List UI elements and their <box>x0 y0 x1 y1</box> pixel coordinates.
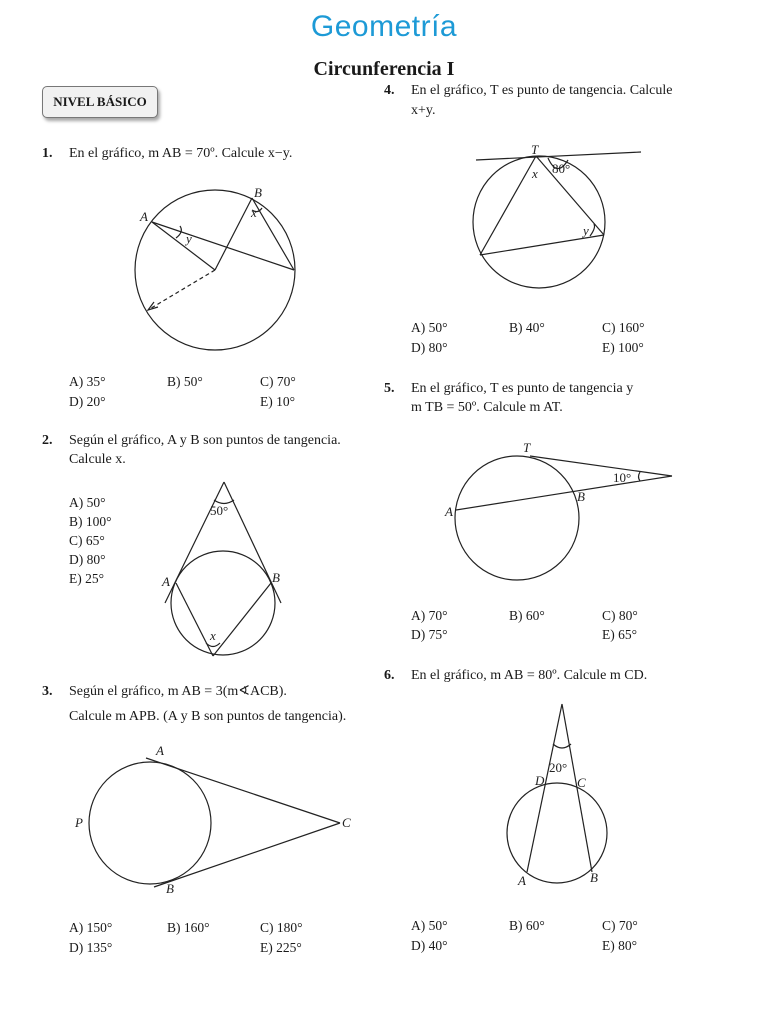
problem-2-option-c: C) 65° <box>69 533 105 548</box>
figure-3-circle <box>89 762 211 884</box>
problem-1-number: 1. <box>42 146 53 161</box>
problem-5-text-line2: m TB = 50º. Calcule m AT. <box>411 400 563 415</box>
brand-title: Geometría <box>310 10 458 43</box>
problem-3-option-c: C) 180° <box>260 920 303 935</box>
problem-3-number: 3. <box>42 684 53 699</box>
figure-3-label-c: C <box>342 815 351 830</box>
level-badge: NIVEL BÁSICO <box>42 86 158 118</box>
figure-5 <box>455 456 672 580</box>
figure-4-label-x: x <box>532 166 538 181</box>
figure-3 <box>89 758 340 887</box>
figure-5-label-a: A <box>445 504 453 519</box>
problem-1-option-b: B) 50° <box>167 374 203 389</box>
problem-1-text: En el gráfico, m AB = 70º. Calcule x−y. <box>69 146 293 161</box>
problem-5-number: 5. <box>384 381 395 396</box>
figure-6-label-c: C <box>577 775 586 790</box>
problem-2-option-d: D) 80° <box>69 552 106 567</box>
problem-6-option-c: C) 70° <box>602 918 638 933</box>
figure-3-label-a: A <box>156 743 164 758</box>
problem-6-option-e: E) 80° <box>602 938 638 953</box>
problem-2-text: Según el gráfico, A y B son puntos de tangencia. <box>69 433 341 448</box>
problem-1-option-c: C) 70° <box>260 374 296 389</box>
figure-6-circle <box>507 783 607 883</box>
figure-2-label-x: x <box>210 628 216 643</box>
problem-1-option-a: A) 35° <box>69 374 106 389</box>
page-title: Circunferencia I <box>313 58 455 80</box>
figure-1-label-b: B <box>254 185 262 200</box>
figure-3-label-b: B <box>166 881 174 896</box>
problem-6-option-b: B) 60° <box>509 918 545 933</box>
problem-5-option-c: C) 80° <box>602 608 638 623</box>
problem-3-option-d: D) 135° <box>69 940 113 955</box>
problem-3-option-e: E) 225° <box>260 940 302 955</box>
figure-4-circle <box>473 156 605 288</box>
figure-5-circle <box>455 456 579 580</box>
problem-4-text-line2: x+y. <box>411 103 436 118</box>
problem-2-option-a: A) 50° <box>69 495 106 510</box>
figure-4-label-t: T <box>531 142 539 157</box>
figure-1-label-a: A <box>140 209 148 224</box>
problem-6-option-d: D) 40° <box>411 938 448 953</box>
problem-4-option-b: B) 40° <box>509 320 545 335</box>
figure-5-label-angle: 10° <box>613 470 632 485</box>
problem-2-option-b: B) 100° <box>69 514 112 529</box>
figure-1-label-x: x <box>251 205 257 220</box>
problem-6-number: 6. <box>384 668 395 683</box>
figure-6 <box>507 704 607 883</box>
figure-5-label-b: B <box>577 489 585 504</box>
problem-3-option-a: A) 150° <box>69 920 113 935</box>
figure-4-label-angle: 80° <box>552 161 571 176</box>
figure-3-label-p: P <box>75 815 83 830</box>
problem-5-option-e: E) 65° <box>602 627 638 642</box>
figure-2-label-a: A <box>162 574 170 589</box>
problem-3-option-b: B) 160° <box>167 920 210 935</box>
figure-6-label-a: A <box>518 873 526 888</box>
problem-6-text: En el gráfico, m AB = 80º. Calcule m CD. <box>411 668 648 683</box>
problem-2-option-e: E) 25° <box>69 571 105 586</box>
figure-1-label-y: y <box>186 231 192 246</box>
figure-6-labels <box>517 760 598 888</box>
figure-2-labels <box>161 503 280 643</box>
problem-5-option-b: B) 60° <box>509 608 545 623</box>
problem-4-option-a: A) 50° <box>411 320 448 335</box>
figure-4-label-y: y <box>583 223 589 238</box>
figure-6-label-d: D <box>535 773 545 788</box>
problem-2-text-line2: Calcule x. <box>69 452 126 467</box>
problem-5-text: En el gráfico, T es punto de tangencia y <box>411 381 634 396</box>
problem-4-option-d: D) 80° <box>411 340 448 355</box>
problem-4-text: En el gráfico, T es punto de tangencia. Calcule <box>411 83 673 98</box>
figure-2-label-angle: 50° <box>210 503 229 518</box>
problem-4-option-c: C) 160° <box>602 320 645 335</box>
problem-1-option-d: D) 20° <box>69 394 106 409</box>
problem-5-option-a: A) 70° <box>411 608 448 623</box>
figure-2-label-b: B <box>272 570 280 585</box>
problem-4-number: 4. <box>384 83 395 98</box>
problem-1-option-e: E) 10° <box>260 394 296 409</box>
figure-1 <box>135 190 295 350</box>
problem-5-option-d: D) 75° <box>411 627 448 642</box>
problem-6-option-a: A) 50° <box>411 918 448 933</box>
figure-6-label-angle: 20° <box>549 760 568 775</box>
figure-5-label-t: T <box>523 440 531 455</box>
problem-2-number: 2. <box>42 433 53 448</box>
problem-3-text: Según el gráfico, m AB = 3(m∢ACB). <box>69 684 287 699</box>
problem-4-option-e: E) 100° <box>602 340 644 355</box>
problem-3-text-line2: Calcule m APB. (A y B son puntos de tangencia). <box>69 709 347 724</box>
figure-6-label-b: B <box>590 870 598 885</box>
